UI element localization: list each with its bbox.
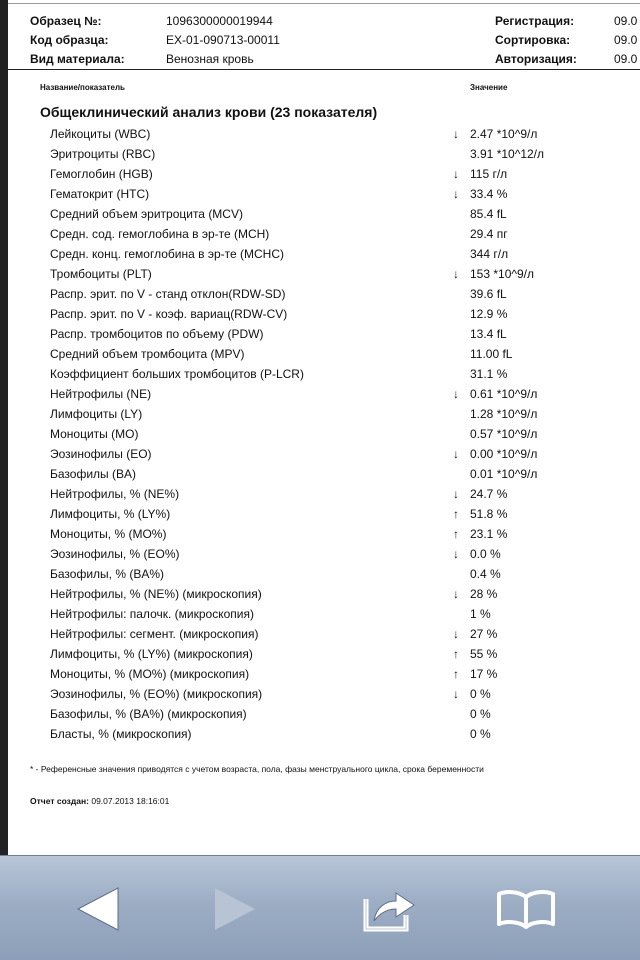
forward-button[interactable] xyxy=(175,856,295,960)
row-flag-icon: ↑ xyxy=(453,647,459,661)
row-name: Тромбоциты (PLT) xyxy=(50,267,152,281)
table-row xyxy=(0,224,640,244)
table-row xyxy=(0,364,640,384)
row-flag-icon: ↓ xyxy=(453,127,459,141)
row-name: Базофилы, % (BA%) (микроскопия) xyxy=(50,707,247,721)
table-row xyxy=(0,484,640,504)
table-row xyxy=(0,584,640,604)
row-value: 0.57 *10^9/л xyxy=(470,427,538,441)
row-value: 153 *10^9/л xyxy=(470,267,535,281)
bookmarks-button[interactable] xyxy=(466,856,586,960)
row-value: 31.1 % xyxy=(470,367,508,381)
row-flag-icon: ↓ xyxy=(453,687,459,701)
back-button[interactable] xyxy=(38,856,158,960)
sample-code-value: EX-01-090713-00011 xyxy=(166,33,280,47)
table-row xyxy=(0,684,640,704)
row-flag-icon: ↓ xyxy=(453,587,459,601)
table-row xyxy=(0,424,640,444)
row-name: Распр. эрит. по V - коэф. вариац(RDW-CV) xyxy=(50,307,288,321)
row-name: Нейтрофилы: палочк. (микроскопия) xyxy=(50,607,254,621)
table-row xyxy=(0,504,640,524)
table-row xyxy=(0,244,640,264)
row-name: Лимфоциты, % (LY%) (микроскопия) xyxy=(50,647,253,661)
table-row xyxy=(0,704,640,724)
row-name: Лимфоциты, % (LY%) xyxy=(50,507,171,521)
row-value: 344 г/л xyxy=(470,247,509,261)
table-row xyxy=(0,384,640,404)
row-value: 85.4 fL xyxy=(470,207,507,221)
row-flag-icon: ↓ xyxy=(453,447,459,461)
table-row xyxy=(0,604,640,624)
sorting-label: Сортировка: xyxy=(495,33,571,47)
row-value: 27 % xyxy=(470,627,498,641)
row-value: 0.01 *10^9/л xyxy=(470,467,538,481)
back-arrow-icon xyxy=(76,885,120,933)
row-value: 12.9 % xyxy=(470,307,508,321)
row-value: 0.4 % xyxy=(470,567,501,581)
row-name: Нейтрофилы, % (NE%) xyxy=(50,487,180,501)
row-value: 0 % xyxy=(470,687,491,701)
row-name: Гематокрит (HTC) xyxy=(50,187,150,201)
row-value: 23.1 % xyxy=(470,527,508,541)
table-row xyxy=(0,624,640,644)
table-row xyxy=(0,544,640,564)
row-value: 0.0 % xyxy=(470,547,501,561)
results-table xyxy=(0,124,640,744)
row-value: 0 % xyxy=(470,727,491,741)
bookmarks-icon xyxy=(496,889,556,929)
registration-label: Регистрация: xyxy=(495,14,575,28)
table-row xyxy=(0,164,640,184)
table-row xyxy=(0,524,640,544)
row-name: Бласты, % (микроскопия) xyxy=(50,727,192,741)
table-row xyxy=(0,344,640,364)
row-value: 2.47 *10^9/л xyxy=(470,127,538,141)
row-value: 11.00 fL xyxy=(470,347,513,361)
row-name: Распр. тромбоцитов по объему (PDW) xyxy=(50,327,264,341)
row-name: Средний объем тромбоцита (MPV) xyxy=(50,347,245,361)
column-header-value: Значение xyxy=(470,83,508,92)
section-title: Общеклинический анализ крови (23 показателя) xyxy=(40,104,378,120)
row-name: Нейтрофилы, % (NE%) (микроскопия) xyxy=(50,587,262,601)
row-value: 13.4 fL xyxy=(470,327,507,341)
sample-no-label: Образец №: xyxy=(30,14,102,28)
row-name: Нейтрофилы: сегмент. (микроскопия) xyxy=(50,627,259,641)
footnote: * - Референсные значения приводятся с учетом возраста, пола, фазы менструального цикла, срока беременности xyxy=(30,764,484,774)
sample-code-label: Код образца: xyxy=(30,33,109,47)
table-row xyxy=(0,464,640,484)
row-flag-icon: ↓ xyxy=(453,547,459,561)
row-value: 33.4 % xyxy=(470,187,508,201)
report-created xyxy=(30,796,169,806)
header-divider xyxy=(8,69,640,70)
row-value: 51.8 % xyxy=(470,507,508,521)
row-value: 39.6 fL xyxy=(470,287,507,301)
table-row xyxy=(0,564,640,584)
row-value: 24.7 % xyxy=(470,487,508,501)
row-flag-icon: ↓ xyxy=(453,267,459,281)
row-name: Эозинофилы (EO) xyxy=(50,447,152,461)
table-row xyxy=(0,404,640,424)
row-flag-icon: ↑ xyxy=(453,527,459,541)
row-name: Лимфоциты (LY) xyxy=(50,407,143,421)
row-value: 0 % xyxy=(470,707,491,721)
row-value: 29.4 пг xyxy=(470,227,508,241)
registration-value: 09.0 xyxy=(614,14,638,28)
share-button[interactable] xyxy=(330,856,450,960)
table-row xyxy=(0,264,640,284)
row-name: Моноциты, % (MO%) xyxy=(50,527,167,541)
row-flag-icon: ↓ xyxy=(453,167,459,181)
table-row xyxy=(0,204,640,224)
material-label: Вид материала: xyxy=(30,52,125,66)
sorting-value: 09.0 xyxy=(614,33,638,47)
row-value: 1.28 *10^9/л xyxy=(470,407,538,421)
row-flag-icon: ↓ xyxy=(453,187,459,201)
table-row xyxy=(0,724,640,744)
sample-no-value: 1096300000019944 xyxy=(166,14,273,28)
row-name: Средний объем эритроцита (MCV) xyxy=(50,207,243,221)
row-flag-icon: ↓ xyxy=(453,627,459,641)
row-value: 0.00 *10^9/л xyxy=(470,447,538,461)
row-value: 55 % xyxy=(470,647,498,661)
row-name: Нейтрофилы (NE) xyxy=(50,387,152,401)
row-name: Эритроциты (RBC) xyxy=(50,147,156,161)
table-row xyxy=(0,124,640,144)
row-name: Гемоглобин (HGB) xyxy=(50,167,153,181)
row-value: 17 % xyxy=(470,667,498,681)
row-name: Лейкоциты (WBC) xyxy=(50,127,151,141)
material-value: Венозная кровь xyxy=(166,52,254,66)
row-name: Коэффициент больших тромбоцитов (P-LCR) xyxy=(50,367,304,381)
table-row xyxy=(0,184,640,204)
row-name: Распр. эрит. по V - станд отклон(RDW-SD) xyxy=(50,287,286,301)
report-created-value: 09.07.2013 18:16:01 xyxy=(91,796,170,806)
row-value: 28 % xyxy=(470,587,498,601)
row-name: Средн. конц. гемоглобина в эр-те (MCHC) xyxy=(50,247,284,261)
table-row xyxy=(0,644,640,664)
row-flag-icon: ↓ xyxy=(453,387,459,401)
row-name: Моноциты, % (MO%) (микроскопия) xyxy=(50,667,250,681)
table-row xyxy=(0,304,640,324)
row-value: 3.91 *10^12/л xyxy=(470,147,545,161)
table-row xyxy=(0,324,640,344)
row-flag-icon: ↑ xyxy=(453,507,459,521)
row-name: Базофилы, % (BA%) xyxy=(50,567,164,581)
browser-toolbar xyxy=(0,855,640,960)
row-flag-icon: ↑ xyxy=(453,667,459,681)
top-divider xyxy=(8,3,640,4)
row-value: 1 % xyxy=(470,607,491,621)
share-icon xyxy=(362,885,418,933)
row-name: Средн. сод. гемоглобина в эр-те (MCH) xyxy=(50,227,270,241)
row-name: Моноциты (MO) xyxy=(50,427,139,441)
authorization-label: Авторизация: xyxy=(495,52,577,66)
row-value: 0.61 *10^9/л xyxy=(470,387,538,401)
column-header-name: Название/показатель xyxy=(40,83,125,92)
row-name: Эозинофилы, % (EO%) (микроскопия) xyxy=(50,687,263,701)
row-flag-icon: ↓ xyxy=(453,487,459,501)
row-value: 115 г/л xyxy=(470,167,508,181)
row-name: Базофилы (BA) xyxy=(50,467,136,481)
table-row xyxy=(0,444,640,464)
report-created-label: Отчет создан: xyxy=(30,796,89,806)
table-row xyxy=(0,664,640,684)
authorization-value: 09.0 xyxy=(614,52,638,66)
forward-arrow-icon xyxy=(213,885,257,933)
table-row xyxy=(0,144,640,164)
row-name: Эозинофилы, % (EO%) xyxy=(50,547,180,561)
table-row xyxy=(0,284,640,304)
